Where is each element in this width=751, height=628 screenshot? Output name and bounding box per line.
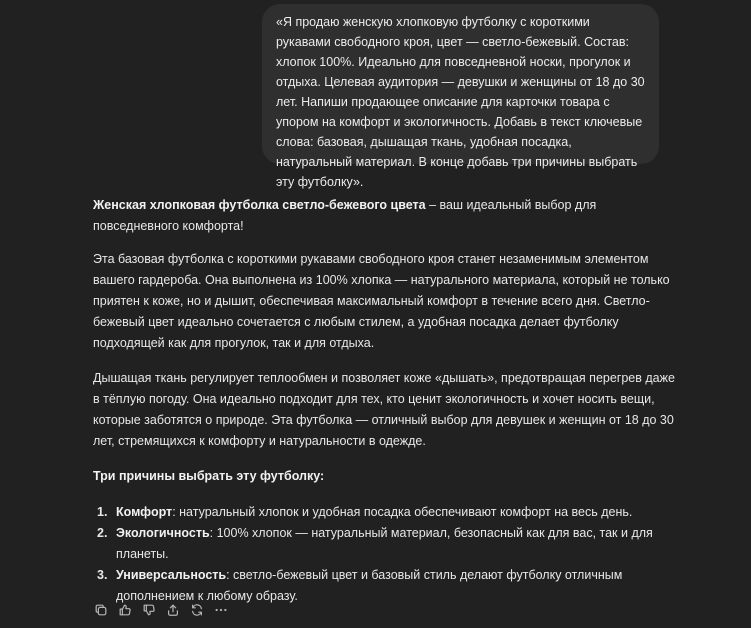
- copy-icon: [94, 603, 108, 617]
- assistant-paragraph-1: Эта базовая футболка с короткими рукавами свободного кроя станет незаменимым элементом вашего гардероба. Она выполнена из 100% хлопка — натурального материала, который не только приятен к коже, но и дышит, обеспечивая максимальный комфорт в течение всего дня. Светло-бежевый цвет идеально сочетается с любым стилем, а удобная посадка делает футболку подходящей как для прогулок, так и для отдыха.: [93, 252, 670, 350]
- user-message-text: «Я продаю женскую хлопковую футболку с короткими рукавами свободного кроя, цвет — светло-бежевый. Состав: хлопок 100%. Идеально для повседневной носки, прогулок и отдыха. Целевая аудитория — девушки и женщины от 18 до 30 лет. Напиши продающее описание для карточки товара с упором на комфорт и экологичность. Добавь в текст ключевые слова: базовая, дышащая ткань, удобная посадка, натуральный материал. В конце добавь три причины выбрать эту футболку».: [276, 15, 645, 189]
- list-number: 1.: [97, 505, 108, 519]
- reason-title: Экологичность: [116, 526, 210, 540]
- reason-text: : 100% хлопок — натуральный материал, безопасный как для вас, так и для планеты.: [116, 526, 653, 561]
- reason-title: Универсальность: [116, 568, 227, 582]
- message-actions: [92, 601, 229, 618]
- share-button[interactable]: [164, 601, 181, 618]
- intro-rest: – ваш идеальный выбор для повседневного комфорта!: [93, 198, 597, 233]
- assistant-paragraph-2: Дышащая ткань регулирует теплообмен и позволяет коже «дышать», предотвращая перегрев даже в тёплую погоду. Она идеально подходит для тех, кто ценит экологичность и хочет носить вещи, которые заботятся о природе. Эта футболка — отличный выбор для девушек и женщин от 18 до 30 лет, стремящихся к комфорту и натуральности в одежде.: [93, 371, 675, 448]
- reasons-heading-text: Три причины выбрать эту футболку:: [93, 469, 325, 483]
- regenerate-icon: [190, 603, 204, 617]
- list-item: [93, 502, 678, 523]
- list-item: [93, 523, 678, 565]
- more-actions-button[interactable]: [212, 601, 229, 618]
- good-response-button[interactable]: [116, 601, 133, 618]
- copy-button[interactable]: [92, 601, 109, 618]
- reason-title: Комфорт: [116, 505, 173, 519]
- regenerate-button[interactable]: [188, 601, 205, 618]
- bad-response-button[interactable]: [140, 601, 157, 618]
- share-icon: [166, 603, 180, 617]
- list-number: 2.: [97, 526, 108, 540]
- intro-bold: Женская хлопковая футболка светло-бежевого цвета: [93, 198, 426, 212]
- reason-text: : светло-бежевый цвет и базовый стиль делают футболку отличным дополнением к любому образу.: [116, 568, 623, 603]
- thumbs-up-icon: [118, 603, 132, 617]
- user-message-bubble: [262, 4, 659, 189]
- assistant-intro: [93, 195, 678, 237]
- thumbs-down-icon: [142, 603, 156, 617]
- reason-text: : натуральный хлопок и удобная посадка обеспечивают комфорт на весь день.: [172, 505, 633, 519]
- reasons-heading: [93, 466, 678, 487]
- assistant-message: [93, 195, 678, 607]
- list-number: 3.: [97, 568, 108, 582]
- reasons-list: [93, 502, 678, 607]
- more-icon: [214, 603, 228, 617]
